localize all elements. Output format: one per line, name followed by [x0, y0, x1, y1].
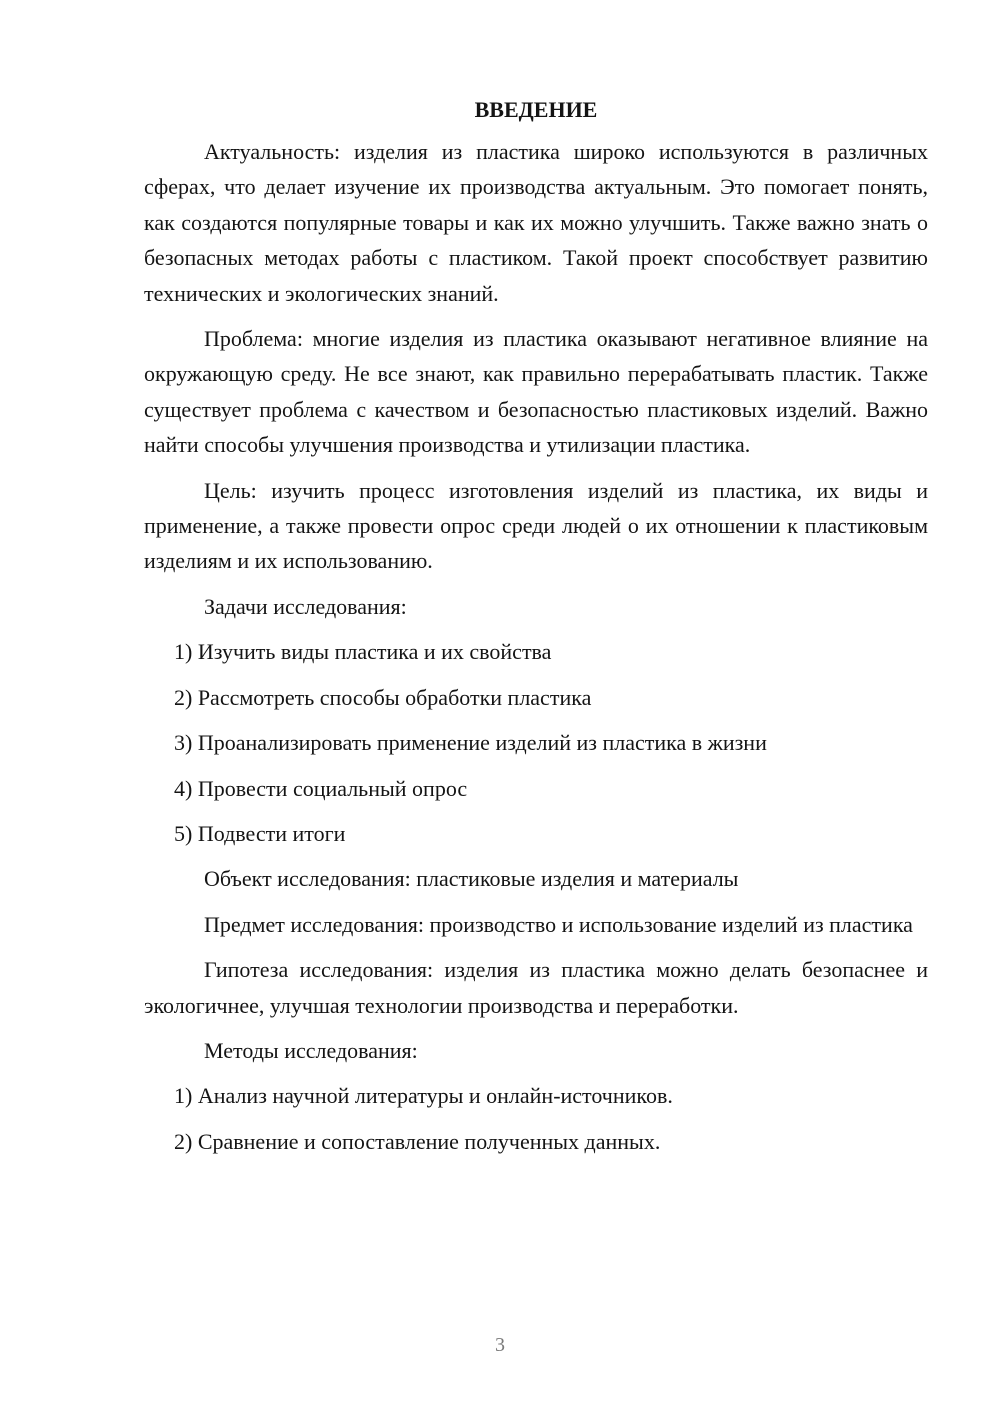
methods-list [144, 1078, 928, 1159]
list-item: 1) Изучить виды пластика и их свойства [174, 639, 552, 665]
list-item: 2) Рассмотреть способы обработки пластика [174, 684, 592, 710]
hypothesis-paragraph: Гипотеза исследования: изделия из пластика можно делать безопаснее и экологичнее, улучшая технологии производства и переработки. [144, 957, 928, 1018]
methods-heading: Методы исследования: [204, 1037, 418, 1063]
list-item: 5) Подвести итоги [174, 820, 346, 846]
section-title: ВВЕДЕНИЕ [474, 97, 598, 122]
list-item: 3) Проанализировать применение изделий из пластика в жизни [174, 730, 767, 756]
problem-paragraph: Проблема: многие изделия из пластика оказывают негативное влияние на окружающую среду. Не все знают, как правильно перерабатывать пластик. Также существует проблема с качеством и безопасностью пластиковых изделий. Важно найти способы улучшения производства и утилизации пластика. [144, 326, 928, 458]
tasks-list [144, 634, 928, 851]
page-number: 3 [495, 1334, 505, 1356]
tasks-heading: Задачи исследования: [204, 593, 407, 619]
object-paragraph: Объект исследования: пластиковые изделия и материалы [204, 866, 739, 892]
document-page [144, 94, 928, 1169]
relevance-paragraph: Актуальность: изделия из пластика широко используются в различных сферах, что делает изучение их производства актуальным. Это помогает понять, как создаются популярные товары и как их можно улучшить. Также важно знать о безопасных методах работы с пластиком. Такой проект способствует развитию технических и экологических знаний. [144, 139, 928, 306]
goal-paragraph: Цель: изучить процесс изготовления изделий из пластика, их виды и применение, а также провести опрос среди людей о их отношении к пластиковым изделиям и их использованию. [144, 477, 928, 574]
list-item: 1) Анализ научной литературы и онлайн-источников. [174, 1083, 673, 1109]
list-item: 4) Провести социальный опрос [174, 775, 468, 801]
subject-paragraph: Предмет исследования: производство и использование изделий из пластика [204, 911, 913, 937]
list-item: 2) Сравнение и сопоставление полученных данных. [174, 1128, 661, 1154]
